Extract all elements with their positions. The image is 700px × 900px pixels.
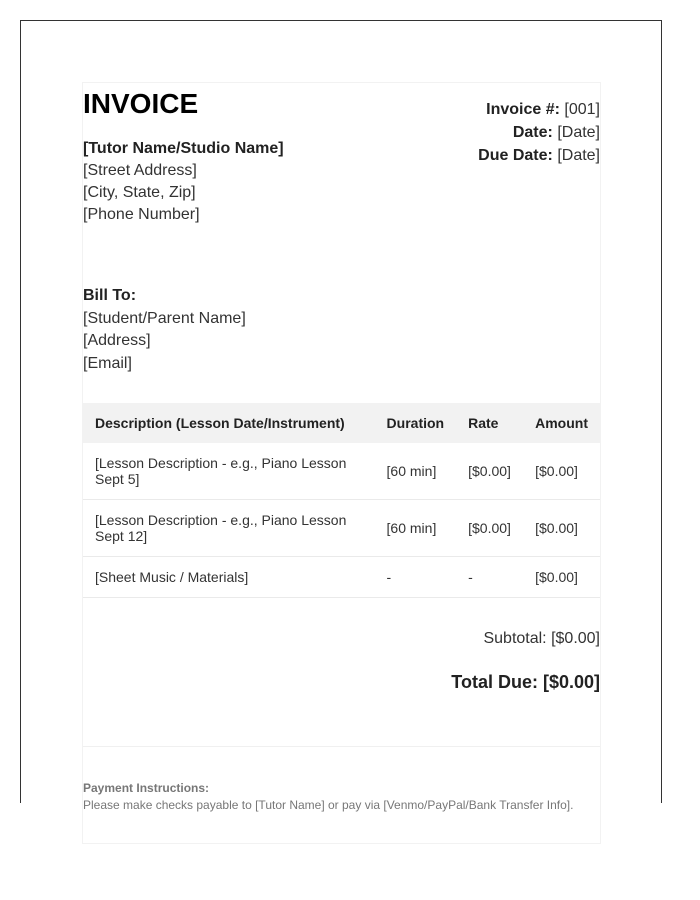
header-rate: Rate bbox=[456, 403, 523, 443]
header-duration: Duration bbox=[375, 403, 457, 443]
bill-to-address: [Address] bbox=[83, 332, 151, 349]
total-due: Total Due: [$0.00] bbox=[451, 672, 600, 692]
invoice-number-label: Invoice #: bbox=[486, 101, 560, 118]
payment-instructions-text: Please make checks payable to [Tutor Name] or pay via [Venmo/PayPal/Bank Transfer Info]. bbox=[83, 798, 574, 812]
header-description: Description (Lesson Date/Instrument) bbox=[83, 403, 375, 443]
row-description: [Lesson Description - e.g., Piano Lesson Sept 12] bbox=[83, 500, 375, 557]
due-date-label: Due Date: bbox=[478, 147, 553, 164]
row-description: [Sheet Music / Materials] bbox=[83, 557, 375, 598]
line-items-table bbox=[83, 403, 600, 598]
row-amount: [$0.00] bbox=[523, 443, 600, 500]
invoice-date-value: [Date] bbox=[557, 124, 600, 141]
row-amount: [$0.00] bbox=[523, 500, 600, 557]
invoice-sheet bbox=[82, 82, 601, 844]
subtotal: Subtotal: [$0.00] bbox=[483, 630, 600, 647]
invoice-number-value: [001] bbox=[564, 101, 600, 118]
bill-to-label: Bill To: bbox=[83, 287, 137, 304]
invoice-meta bbox=[478, 98, 600, 167]
table-row bbox=[83, 557, 600, 598]
invoice-date-label: Date: bbox=[512, 124, 553, 141]
due-date-value: [Date] bbox=[557, 147, 600, 164]
row-rate: [$0.00] bbox=[456, 443, 523, 500]
sender-name: [Tutor Name/Studio Name] bbox=[83, 140, 284, 157]
table-row bbox=[83, 443, 600, 500]
due-date-line bbox=[478, 144, 600, 167]
row-rate: [$0.00] bbox=[456, 500, 523, 557]
bill-to-email: [Email] bbox=[83, 354, 132, 372]
row-description: [Lesson Description - e.g., Piano Lesson Sept 5] bbox=[83, 443, 375, 500]
invoice-date-line bbox=[478, 121, 600, 144]
header-amount: Amount bbox=[523, 403, 600, 443]
table-header-row bbox=[83, 403, 600, 443]
row-rate: - bbox=[456, 557, 523, 598]
row-amount: [$0.00] bbox=[523, 557, 600, 598]
payment-instructions bbox=[83, 780, 573, 814]
row-duration: - bbox=[375, 557, 457, 598]
invoice-number-line bbox=[478, 98, 600, 121]
bill-to-name: [Student/Parent Name] bbox=[83, 309, 246, 327]
bill-to-block bbox=[83, 285, 246, 375]
table-row bbox=[83, 500, 600, 557]
document-viewport[interactable] bbox=[20, 20, 662, 812]
sender-phone: [Phone Number] bbox=[83, 206, 200, 223]
invoice-title: INVOICE bbox=[83, 88, 199, 119]
row-duration: [60 min] bbox=[375, 500, 457, 557]
sender-street: [Street Address] bbox=[83, 162, 197, 179]
sender-city: [City, State, Zip] bbox=[83, 184, 196, 201]
row-duration: [60 min] bbox=[375, 443, 457, 500]
payment-instructions-label: Payment Instructions: bbox=[83, 781, 210, 795]
sender-block bbox=[83, 138, 284, 226]
section-divider bbox=[83, 746, 600, 747]
